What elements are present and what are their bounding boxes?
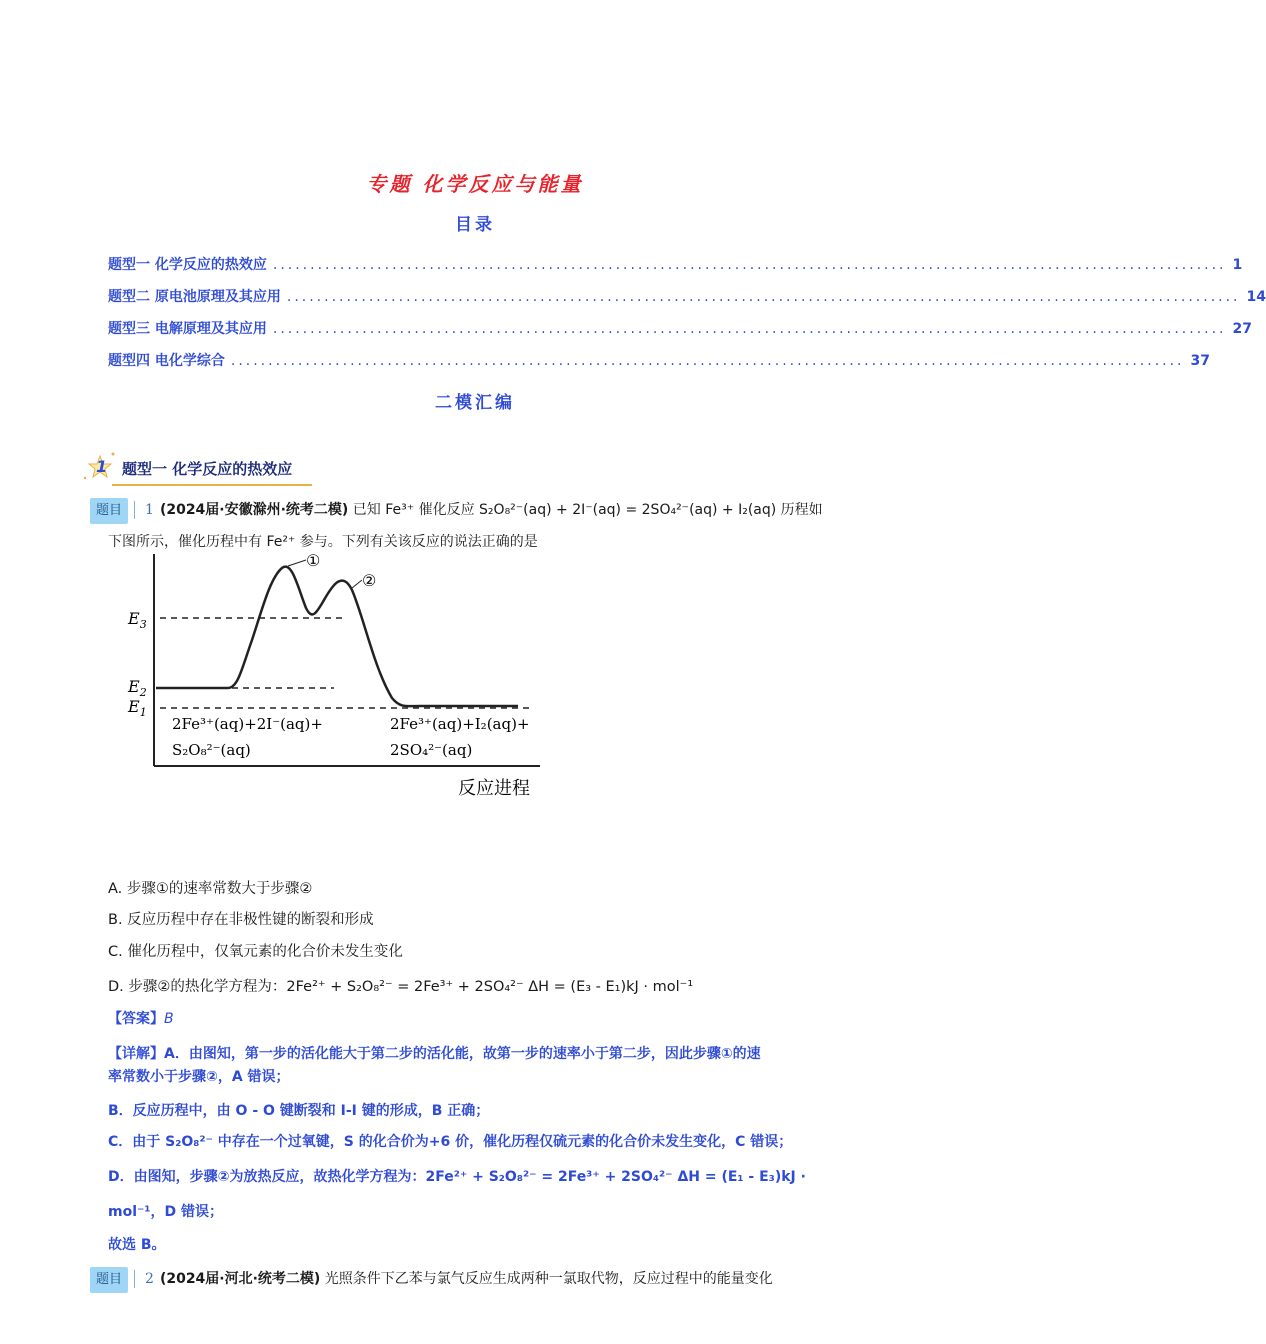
question-source: (2024届·河北·统考二模) [159,1271,321,1287]
e2-label: $E_2$ [128,677,147,699]
divider [134,501,135,519]
e1-label: $E_1$ [128,697,147,719]
toc-item-page: 1 [1232,257,1243,273]
peak-1-leader [288,560,306,566]
detail-line-4: C．由于 S₂O₈²⁻ 中存在一个过氧键，S 的化合价为+6 价，催化历程仅硫元素的化合价未发生变化，C 错误； [108,1134,793,1150]
toc-item-page: 14 [1246,289,1266,305]
toc-item-1[interactable] [108,254,1243,276]
reactants-label-1: 2Fe³⁺(aq)+2I⁻(aq)+ [172,715,323,733]
toc-item-label: 题型一 化学反应的热效应 [108,257,267,273]
peak-1-label: ① [306,551,321,570]
question-text-line-2: 下图所示，催化历程中有 Fe²⁺ 参与。下列有关该反应的说法正确的是 [108,534,538,550]
detail-text: A．由图知，第一步的活化能大于第二步的活化能，故第一步的速率小于第二步，因此步骤①的速 [164,1046,761,1062]
toc-leader: ................................................................................................................................ [272,257,1227,273]
type-title: 题型一 化学反应的热效应 [122,460,293,478]
detail-line-7: 故选 B。 [108,1237,166,1253]
reactants-label-2: S₂O₈²⁻(aq) [172,741,251,759]
answer-value: B [164,1011,174,1027]
question-number: 1 [145,502,154,518]
answer-tag: 【答案】 [108,1011,164,1027]
question-text-line-1: 已知 Fe³⁺ 催化反应 S₂O₈²⁻(aq) + 2I⁻(aq) = 2SO₄²⁻(aq) + I₂(aq) 历程如 [352,502,823,518]
answer-line [108,1008,174,1028]
detail-tag: 【详解】 [108,1046,164,1062]
detail-line-5: D．由图知，步骤②为放热反应，故热化学方程为：2Fe²⁺ + S₂O₈²⁻ = 2Fe³⁺ + 2SO₄²⁻ ΔH = (E₁ - E₃)kJ · [108,1169,806,1185]
toc-item-page: 27 [1232,321,1252,337]
type-number: 1 [96,457,108,476]
toc-item-label: 题型二 原电池原理及其应用 [108,289,281,305]
products-label-1: 2Fe³⁺(aq)+I₂(aq)+ [390,715,530,733]
toc-heading: 目录 [455,215,495,235]
detail-line-2: 率常数小于步骤②，A 错误； [108,1069,290,1085]
peak-2-label: ② [362,571,377,590]
energy-curve [156,567,518,707]
option-c[interactable]: C. 催化历程中，仅氧元素的化合价未发生变化 [108,944,403,960]
question-2-header [90,1267,773,1293]
page-title: 专题 化学反应与能量 [366,172,584,196]
toc-item-page: 37 [1190,353,1210,369]
energy-profile-figure [120,548,550,808]
question-tag: 题目 [90,1267,128,1293]
toc-item-2[interactable] [108,286,1266,308]
peak-2-leader [352,580,362,588]
section-heading: 二模汇编 [435,393,515,413]
e3-label: $E_3$ [128,609,147,631]
question-tag: 题目 [90,498,128,524]
option-b[interactable]: B. 反应历程中存在非极性键的断裂和形成 [108,912,374,928]
detail-line-6: mol⁻¹，D 错误； [108,1204,224,1220]
question-1-header [90,498,823,524]
toc-item-label: 题型四 电化学综合 [108,353,225,369]
option-d[interactable]: D. 步骤②的热化学方程为：2Fe²⁺ + S₂O₈²⁻ = 2Fe³⁺ + 2SO₄²⁻ ΔH = (E₃ - E₁)kJ · mol⁻¹ [108,979,694,995]
toc-leader: ................................................................................................................................ [272,321,1227,337]
detail-line-1 [108,1043,761,1063]
detail-line-3: B．反应历程中，由 O - O 键断裂和 I-I 键的形成，B 正确； [108,1103,490,1119]
question-number: 2 [145,1271,154,1287]
type-banner [80,448,320,488]
toc-item-3[interactable] [108,318,1252,340]
toc-item-label: 题型三 电解原理及其应用 [108,321,267,337]
banner-underline [112,484,312,486]
toc-leader: ................................................................................................................................ [286,289,1241,305]
question-text: 光照条件下乙苯与氯气反应生成两种一氯取代物，反应过程中的能量变化 [324,1271,773,1287]
divider [134,1270,135,1288]
toc-leader: ................................................................................................................................ [230,353,1185,369]
toc-item-4[interactable] [108,350,1210,372]
option-a[interactable]: A. 步骤①的速率常数大于步骤② [108,881,313,897]
question-source: (2024届·安徽滁州·统考二模) [159,502,349,518]
x-axis-label: 反应进程 [458,778,530,799]
products-label-2: 2SO₄²⁻(aq) [390,741,473,759]
